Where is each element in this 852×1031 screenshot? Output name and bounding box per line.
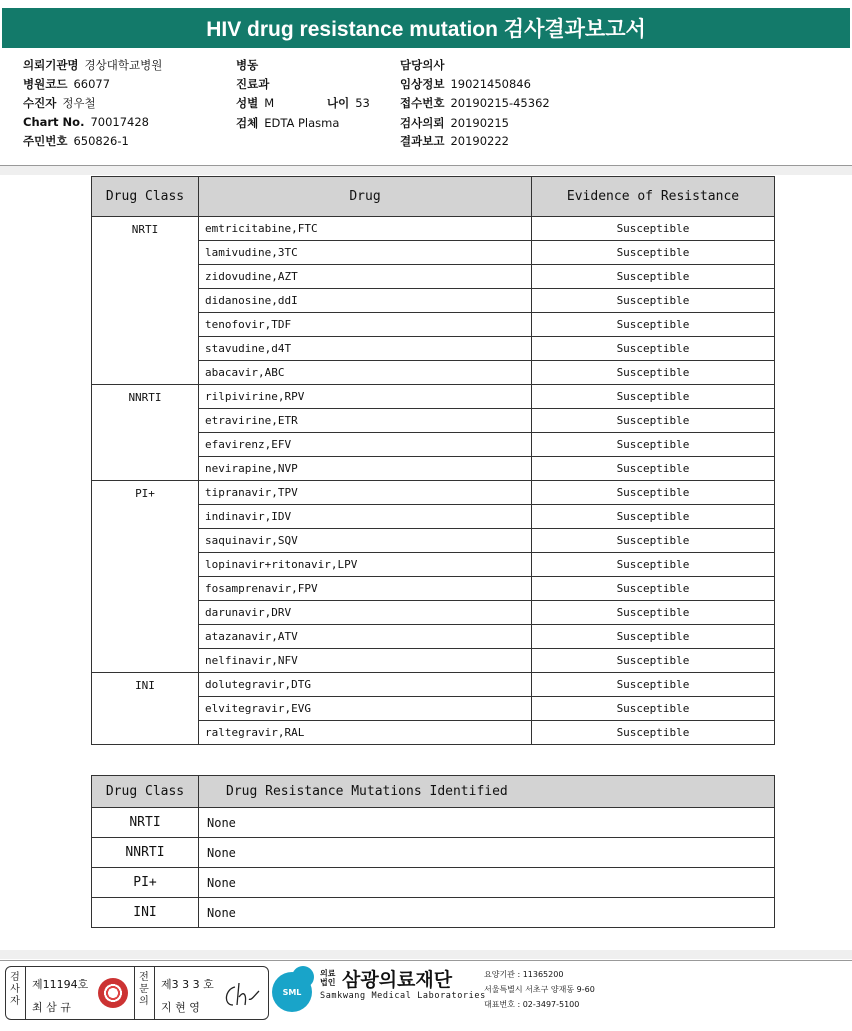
drug-cell: zidovudine,AZT xyxy=(199,265,532,289)
footer-divider xyxy=(0,960,852,961)
header-field-label: 의뢰기관명 xyxy=(23,58,79,72)
drug-class-cell: NNRTI xyxy=(92,838,199,868)
logo-icon: SML xyxy=(272,972,312,1012)
header-drug: Drug xyxy=(199,177,532,217)
header-field-label: 병원코드 xyxy=(23,77,68,91)
drug-cell: didanosine,ddI xyxy=(199,289,532,313)
evidence-cell: Susceptible xyxy=(532,553,775,577)
divider xyxy=(154,967,155,1019)
table-row xyxy=(92,868,775,898)
examiner-label: 검사자 xyxy=(10,972,20,1007)
header-field-label: 주민번호 xyxy=(23,134,68,148)
header-field-label: 진료과 xyxy=(236,77,270,91)
table-row xyxy=(92,481,775,505)
phone: 대표번호 : 02-3497-5100 xyxy=(484,1000,580,1009)
drug-cell: fosamprenavir,FPV xyxy=(199,577,532,601)
mutation-cell: None xyxy=(199,868,775,898)
evidence-cell: Susceptible xyxy=(532,481,775,505)
footer xyxy=(0,962,852,1031)
evidence-cell: Susceptible xyxy=(532,409,775,433)
signature-box xyxy=(5,966,269,1020)
drug-class-cell: INI xyxy=(92,673,199,745)
resistance-table-header xyxy=(92,177,775,217)
table-row xyxy=(92,217,775,241)
drug-cell: atazanavir,ATV xyxy=(199,625,532,649)
reviewer-name: 지 현 영 xyxy=(161,1001,200,1014)
drug-class-cell: NNRTI xyxy=(92,385,199,481)
header-field xyxy=(236,76,275,92)
evidence-cell: Susceptible xyxy=(532,529,775,553)
mutation-table xyxy=(91,775,775,928)
evidence-cell: Susceptible xyxy=(532,313,775,337)
drug-cell: tenofovir,TDF xyxy=(199,313,532,337)
drug-class-cell: PI+ xyxy=(92,868,199,898)
drug-class-cell: PI+ xyxy=(92,481,199,673)
header-field xyxy=(400,95,550,111)
table-row xyxy=(92,385,775,409)
drug-cell: efavirenz,EFV xyxy=(199,433,532,457)
header-field-value: 70017428 xyxy=(90,115,149,129)
drug-cell: etravirine,ETR xyxy=(199,409,532,433)
header-field-value: 20190215 xyxy=(450,116,509,130)
evidence-cell: Susceptible xyxy=(532,289,775,313)
header-field-value: 경상대학교병원 xyxy=(84,58,163,72)
evidence-cell: Susceptible xyxy=(532,673,775,697)
header-field xyxy=(400,133,509,149)
examiner-license: 제11194호 xyxy=(32,978,89,991)
header-field xyxy=(400,76,531,92)
header-field-label: 검체 xyxy=(236,116,259,130)
drug-cell: nevirapine,NVP xyxy=(199,457,532,481)
drug-cell: raltegravir,RAL xyxy=(199,721,532,745)
signature-icon xyxy=(221,979,261,1011)
drug-cell: tipranavir,TPV xyxy=(199,481,532,505)
header-field-value: 20190215-45362 xyxy=(450,96,550,110)
org-prefix: 의료법인 xyxy=(320,969,336,987)
drug-cell: darunavir,DRV xyxy=(199,601,532,625)
header-band xyxy=(0,166,852,175)
evidence-cell: Susceptible xyxy=(532,337,775,361)
header-field xyxy=(236,95,274,111)
table-row xyxy=(92,898,775,928)
evidence-cell: Susceptible xyxy=(532,385,775,409)
seal-stamp-icon xyxy=(98,978,128,1008)
header-field-label: 담당의사 xyxy=(400,58,445,72)
header-field-label: 수진자 xyxy=(23,96,57,110)
drug-cell: lopinavir+ritonavir,LPV xyxy=(199,553,532,577)
examiner-name: 최 삼 규 xyxy=(32,1001,71,1014)
reviewer-label: 전문의 xyxy=(139,972,149,1007)
header-field xyxy=(23,95,96,111)
mutation-cell: None xyxy=(199,838,775,868)
drug-class-cell: NRTI xyxy=(92,808,199,838)
header-field-value: EDTA Plasma xyxy=(264,116,340,130)
drug-cell: lamivudine,3TC xyxy=(199,241,532,265)
evidence-cell: Susceptible xyxy=(532,505,775,529)
drug-cell: stavudine,d4T xyxy=(199,337,532,361)
header-field-label: 임상정보 xyxy=(400,77,445,91)
drug-cell: dolutegravir,DTG xyxy=(199,673,532,697)
divider xyxy=(134,967,135,1019)
header-field-value: 20190222 xyxy=(450,134,509,148)
drug-cell: indinavir,IDV xyxy=(199,505,532,529)
header-field-value: 정우철 xyxy=(62,96,96,110)
evidence-cell: Susceptible xyxy=(532,625,775,649)
header-field-label: 성별 xyxy=(236,96,259,110)
evidence-cell: Susceptible xyxy=(532,577,775,601)
header-field xyxy=(400,57,450,73)
mutation-cell: None xyxy=(199,898,775,928)
evidence-cell: Susceptible xyxy=(532,721,775,745)
header-field-label: 검사의뢰 xyxy=(400,116,445,130)
drug-cell: saquinavir,SQV xyxy=(199,529,532,553)
evidence-cell: Susceptible xyxy=(532,649,775,673)
header-field xyxy=(23,133,129,149)
header-field xyxy=(236,57,264,73)
header-field-label: 결과보고 xyxy=(400,134,445,148)
evidence-cell: Susceptible xyxy=(532,241,775,265)
table-row xyxy=(92,673,775,697)
drug-cell: elvitegravir,EVG xyxy=(199,697,532,721)
evidence-cell: Susceptible xyxy=(532,601,775,625)
report-title: HIV drug resistance mutation 검사결과보고서 xyxy=(2,8,850,48)
evidence-cell: Susceptible xyxy=(532,457,775,481)
header-field-label: 병동 xyxy=(236,58,259,72)
mutation-cell: None xyxy=(199,808,775,838)
table-row xyxy=(92,808,775,838)
header-field xyxy=(23,76,110,92)
header-field-value: 19021450846 xyxy=(450,77,531,91)
header-field-value: 650826-1 xyxy=(73,134,129,148)
header-field-label: 접수번호 xyxy=(400,96,445,110)
header-field-value: M xyxy=(264,96,275,110)
drug-cell: emtricitabine,FTC xyxy=(199,217,532,241)
mutation-table-header xyxy=(92,776,775,808)
divider xyxy=(25,967,26,1019)
reviewer-license: 제3 3 3 호 xyxy=(161,978,214,991)
evidence-cell: Susceptible xyxy=(532,217,775,241)
address: 서울특별시 서초구 양재동 9-60 xyxy=(484,985,595,994)
header-field xyxy=(23,115,149,129)
drug-class-cell: INI xyxy=(92,898,199,928)
header-evidence: Evidence of Resistance xyxy=(532,177,775,217)
header-field xyxy=(23,57,162,73)
header-age: 나이 53 xyxy=(327,96,370,110)
header-field-value: 66077 xyxy=(73,77,111,91)
header-drug-class: Drug Class xyxy=(92,177,199,217)
evidence-cell: Susceptible xyxy=(532,433,775,457)
evidence-cell: Susceptible xyxy=(532,697,775,721)
evidence-cell: Susceptible xyxy=(532,265,775,289)
header-field xyxy=(400,115,509,131)
resistance-table xyxy=(91,176,775,745)
org-name: 삼광의료재단 xyxy=(342,969,453,991)
table-row xyxy=(92,838,775,868)
header-mutations: Drug Resistance Mutations Identified xyxy=(199,776,775,808)
agency-code: 요양기관 : 11365200 xyxy=(484,970,564,979)
footer-band xyxy=(0,950,852,959)
drug-class-cell: NRTI xyxy=(92,217,199,385)
drug-cell: rilpivirine,RPV xyxy=(199,385,532,409)
drug-cell: nelfinavir,NFV xyxy=(199,649,532,673)
header-drug-class: Drug Class xyxy=(92,776,199,808)
header-field xyxy=(236,115,339,131)
evidence-cell: Susceptible xyxy=(532,361,775,385)
header-field-label: Chart No. xyxy=(23,115,85,129)
org-english-name: Samkwang Medical Laboratories xyxy=(320,991,486,1001)
drug-cell: abacavir,ABC xyxy=(199,361,532,385)
